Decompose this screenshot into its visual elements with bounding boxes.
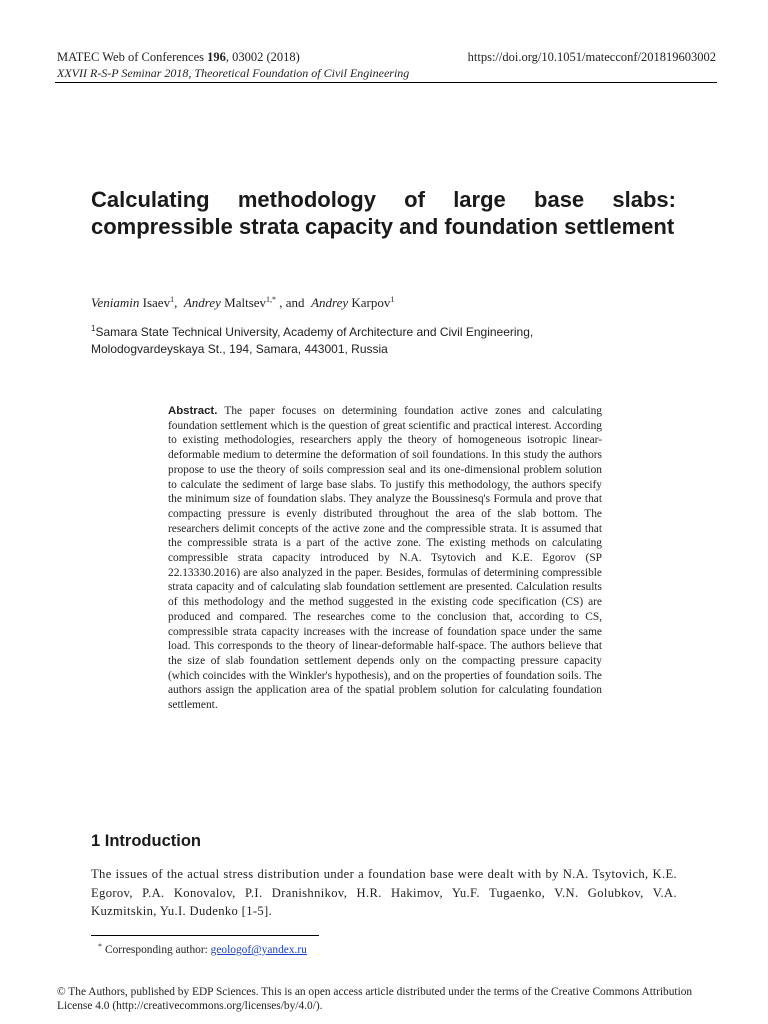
affiliation-address: Molodogvardeyskaya St., 194, Samara, 443001, Russia [91,342,388,356]
author-last-name: Maltsev [224,295,267,310]
introduction-paragraph: The issues of the actual stress distribution under a foundation base were dealt with by N.A. Tsytovich, K.E. Egorov, P.A. Konovalov, P.I. Dranishnikov, H.R. Hakimov, Yu.F. Tugaenko, V.N. Golubkov, V.A. Kuzmitskin, Yu.I. Dudenko [1-5]. [91,867,677,918]
journal-article-number: , 03002 (2018) [225,50,300,64]
author-last-name: Isaev [142,295,171,310]
abstract [168,404,602,713]
paper-title: Calculating methodology of large base slabs: compressible strata capacity and foundation settlement [91,187,676,239]
doi-link[interactable]: https://doi.org/10.1051/matecconf/201819603002 [467,50,716,64]
affiliation [91,320,651,358]
abstract-label: Abstract. [168,405,218,417]
corresponding-email-link[interactable]: geologof@yandex.ru [210,944,307,956]
author-affiliation-mark: 1 [390,295,395,304]
license-notice: © The Authors, published by EDP Sciences. This is an open access article distributed under the terms of the Creative Commons Attribution License 4.0 (http://creativecommons.org/licenses/by/4.0/). [57,986,693,1012]
footnote-label: Corresponding author: [105,944,211,956]
author-separator: , and [279,295,305,310]
footnote-rule [91,935,319,936]
affiliation-line: Samara State Technical University, Academy of Architecture and Civil Engineering, [95,325,534,339]
author-affiliation-mark: 1 [170,295,175,304]
journal-name: MATEC Web of Conferences [57,50,208,64]
journal-citation [57,50,300,65]
author-list [91,295,394,311]
abstract-text: The paper focuses on determining foundation active zones and calculating foundation settlement which is the question of great scientific and practical interest. According to existing methodologies, researchers apply the theory of homogeneous isotropic linear-deformable medium to determine the deformation of soil foundations. In this study the authors propose to use the theory of soils compression seal and its one-dimensional problem solution to calculate the sediment of large base slabs. To justify this methodology, the authors specify the minimum size of foundation slabs. They analyze the Boussinesq's Formula and prove that compacting pressure is evenly distributed throughout the area of the slab bottom. The researchers delimit concepts of the active zone and the compressible strata. It is assumed that the compressible strata is a part of the active zone. The existing methods on calculating compressible strata capacity introduced by N.A. Tsytovich and K.E. Egorov (SP 22.13330.2016) are also analyzed in the paper. Besides, formulas of determining compressible strata capacity and of calculating slab foundation settlement are presented. Calculation results of this methodology and the method suggested in the existing code specification (CS) are produced and compared. The researches come to the conclusion that, according to CS, compressible strata capacity increases with the increase of foundation space under the same load. This corresponds to the theory of linear-deformable half-space. The authors believe that the size of slab foundation settlement depends only on the compacting pressure capacity (which coincides with the Winkler's hypothesis), and on the properties of foundation soils. The authors assign the application area of the spatial problem solution for calculating foundation settlement. [168,405,602,712]
seminar-name: XXVII R-S-P Seminar 2018, Theoretical Foundation of Civil Engineering [57,66,410,80]
corresponding-author-footnote [98,942,307,956]
affiliation-mark: 1 [91,324,96,333]
author-first-name: Veniamin [91,295,140,310]
author-last-name: Karpov [351,295,391,310]
author-first-name: Andrey [311,295,349,310]
author-first-name: Andrey [183,295,221,310]
author-separator: , [174,295,178,310]
author-affiliation-mark: 1,* [266,295,277,304]
journal-volume: 196 [207,50,226,64]
section-heading-introduction: 1 Introduction [91,832,201,850]
footnote-mark: * [98,942,102,951]
header-rule [55,82,717,83]
